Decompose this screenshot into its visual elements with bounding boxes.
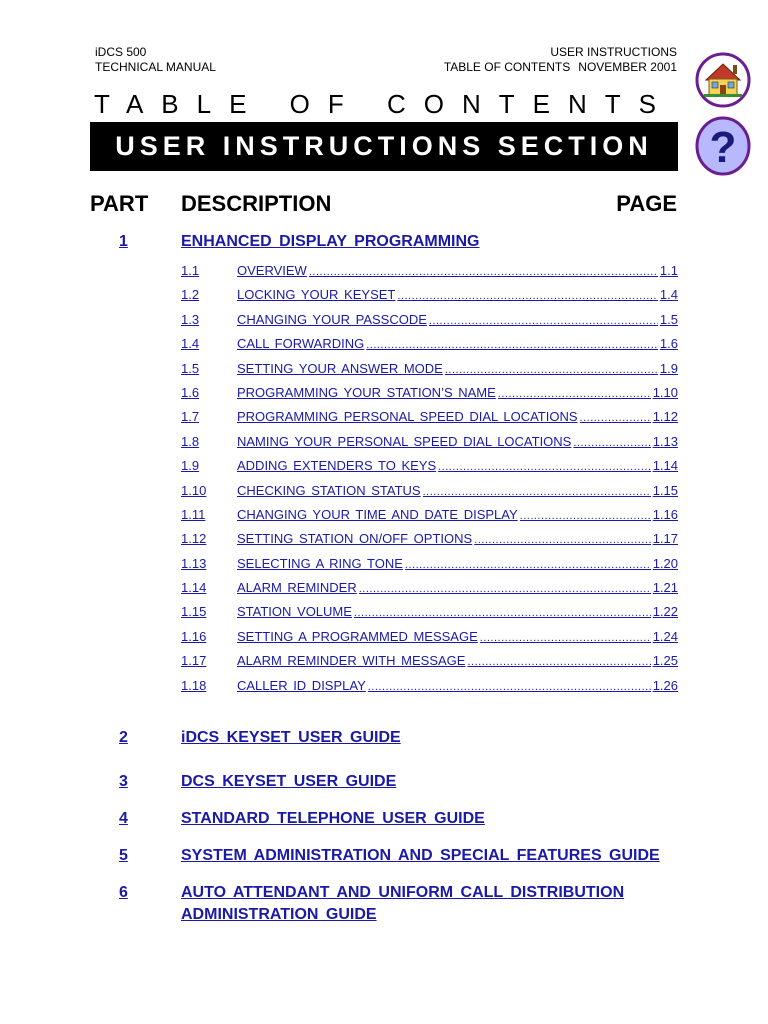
toc-entry-number[interactable]: 1.17 <box>181 653 207 669</box>
part-number-link[interactable]: 5 <box>119 847 128 864</box>
toc-entry <box>181 262 678 286</box>
toc-entry <box>181 457 678 481</box>
dot-leader <box>397 287 658 305</box>
section-name: USER INSTRUCTIONS <box>550 45 677 59</box>
toc-entry-number[interactable]: 1.13 <box>181 555 207 571</box>
dot-leader <box>573 434 650 452</box>
header-left <box>95 45 216 75</box>
toc-entry <box>181 311 678 335</box>
dot-leader <box>354 604 651 622</box>
toc-entry-page: 1.21 <box>652 580 678 596</box>
doc-date: NOVEMBER 2001 <box>578 60 677 74</box>
toc-entry-link[interactable] <box>237 311 678 330</box>
toc-entry-page: 1.13 <box>652 433 678 449</box>
toc-entry-number[interactable]: 1.8 <box>181 433 200 449</box>
toc-entry-link[interactable] <box>237 384 678 403</box>
column-header-description: DESCRIPTION <box>181 191 332 216</box>
dot-leader <box>366 336 658 354</box>
toc-entry-number[interactable]: 1.14 <box>181 580 207 596</box>
toc-entry-page: 1.9 <box>659 360 678 376</box>
toc-entry-link[interactable] <box>237 286 678 305</box>
toc-entry-number[interactable]: 1.3 <box>181 311 200 327</box>
toc-entry <box>181 579 678 603</box>
dot-leader <box>438 458 651 476</box>
toc-entry-link[interactable] <box>237 628 678 647</box>
dot-leader <box>467 653 650 671</box>
toc-entry-label: SETTING STATION ON/OFF OPTIONS <box>237 531 473 547</box>
toc-entry-page: 1.5 <box>659 311 678 327</box>
toc-entry-number[interactable]: 1.12 <box>181 531 207 547</box>
manual-name: TECHNICAL MANUAL <box>95 60 216 74</box>
toc-entry-link[interactable] <box>237 433 678 452</box>
column-header-part: PART <box>90 191 149 216</box>
toc-entry-number[interactable]: 1.2 <box>181 287 200 303</box>
toc-entry <box>181 530 678 554</box>
toc-entry-link[interactable] <box>237 360 678 379</box>
help-button[interactable] <box>695 116 751 176</box>
toc-entry-label: ADDING EXTENDERS TO KEYS <box>237 458 437 474</box>
help-icon <box>695 116 751 176</box>
toc-entry-page: 1.4 <box>659 287 678 303</box>
toc-entry <box>181 482 678 506</box>
toc-entry-page: 1.22 <box>652 604 678 620</box>
toc-entry-number[interactable]: 1.15 <box>181 604 207 620</box>
toc-entry <box>181 603 678 627</box>
toc-entry-number[interactable]: 1.7 <box>181 409 200 425</box>
part-title-link[interactable]: DCS KEYSET USER GUIDE <box>181 773 397 790</box>
dot-leader <box>429 312 658 330</box>
dot-leader <box>480 629 651 647</box>
toc-entry-page: 1.26 <box>652 677 678 693</box>
section-banner: USER INSTRUCTIONS SECTION <box>90 122 678 171</box>
page-title: TABLE OF CONTENTS <box>94 89 674 119</box>
part-number-link[interactable]: 3 <box>119 773 128 790</box>
toc-entry-number[interactable]: 1.6 <box>181 384 200 400</box>
part-title-link[interactable]: ENHANCED DISPLAY PROGRAMMING <box>181 233 480 250</box>
part-number-link[interactable]: 2 <box>119 729 128 746</box>
svg-text:?: ? <box>709 123 737 172</box>
part-1-entries <box>181 262 678 701</box>
toc-entry-number[interactable]: 1.5 <box>181 360 200 376</box>
toc-entry-link[interactable] <box>237 603 678 622</box>
toc-entry-page: 1.24 <box>652 628 678 644</box>
toc-entry-number[interactable]: 1.16 <box>181 628 207 644</box>
toc-entry-page: 1.17 <box>652 531 678 547</box>
dot-leader <box>405 556 651 574</box>
toc-entry <box>181 286 678 310</box>
toc-entry-link[interactable] <box>237 555 678 574</box>
toc-entry-number[interactable]: 1.1 <box>181 263 200 278</box>
part-title-link[interactable]: AUTO ATTENDANT AND UNIFORM CALL DISTRIBUTION ADMINISTRATION GUIDE <box>181 884 625 923</box>
part-title-link[interactable]: iDCS KEYSET USER GUIDE <box>181 729 401 746</box>
part-number-link[interactable]: 1 <box>119 233 128 250</box>
toc-entry <box>181 628 678 652</box>
toc-entry-label: ALARM REMINDER <box>237 580 357 596</box>
dot-leader <box>445 361 658 379</box>
toc-entry-label: OVERVIEW <box>237 263 307 278</box>
toc-entry-page: 1.16 <box>652 506 678 522</box>
toc-entry-label: PROGRAMMING PERSONAL SPEED DIAL LOCATIONS <box>237 409 578 425</box>
toc-entry-label: STATION VOLUME <box>237 604 352 620</box>
dot-leader <box>359 580 651 598</box>
toc-entry-label: NAMING YOUR PERSONAL SPEED DIAL LOCATIONS <box>237 433 572 449</box>
part-title-link[interactable]: STANDARD TELEPHONE USER GUIDE <box>181 810 485 827</box>
toc-entry-link[interactable] <box>237 262 678 281</box>
part-number-link[interactable]: 4 <box>119 810 128 827</box>
toc-entry <box>181 506 678 530</box>
dot-leader <box>474 531 650 549</box>
toc-entry-label: CHECKING STATION STATUS <box>237 482 421 498</box>
toc-entry-page: 1.15 <box>652 482 678 498</box>
toc-entry-page: 1.10 <box>652 384 678 400</box>
dot-leader <box>520 507 651 525</box>
toc-entry-page: 1.20 <box>652 555 678 571</box>
toc-entry-label: SELECTING A RING TONE <box>237 555 403 571</box>
toc-entry-page: 1.25 <box>652 653 678 669</box>
toc-entry <box>181 433 678 457</box>
part-title-link[interactable]: SYSTEM ADMINISTRATION AND SPECIAL FEATURES GUIDE <box>181 847 660 864</box>
toc-entry-page: 1.12 <box>652 409 678 425</box>
toc-entry-link[interactable] <box>237 530 678 549</box>
toc-entry-page: 1.6 <box>659 336 678 352</box>
toc-entry-link[interactable] <box>237 652 678 671</box>
toc-entry-number[interactable]: 1.4 <box>181 336 200 352</box>
toc-entry <box>181 335 678 359</box>
toc-entry-label: CHANGING YOUR PASSCODE <box>237 311 427 327</box>
part-number-link[interactable]: 6 <box>119 884 128 901</box>
toc-entry <box>181 555 678 579</box>
toc-entry <box>181 652 678 676</box>
toc-entry-number[interactable]: 1.18 <box>181 677 207 693</box>
toc-entry-link[interactable] <box>237 506 678 525</box>
toc-entry-link[interactable] <box>237 482 678 501</box>
toc-entry-page: 1.1 <box>659 263 678 278</box>
dot-leader <box>498 385 651 403</box>
header-doc-line <box>444 60 677 75</box>
column-header-page: PAGE <box>616 191 677 216</box>
toc-entry-page: 1.14 <box>652 458 678 474</box>
toc-entry-link[interactable] <box>237 457 678 476</box>
toc-entry-label: CALLER ID DISPLAY <box>237 677 366 693</box>
toc-entry <box>181 408 678 432</box>
toc-entry-label: CHANGING YOUR TIME AND DATE DISPLAY <box>237 506 518 522</box>
toc-entry-number[interactable]: 1.9 <box>181 458 200 474</box>
toc-entry <box>181 677 678 701</box>
toc-entry <box>181 360 678 384</box>
toc-entry-number[interactable]: 1.11 <box>181 506 206 522</box>
toc-entry-label: ALARM REMINDER WITH MESSAGE <box>237 653 466 669</box>
toc-entry-label: SETTING YOUR ANSWER MODE <box>237 360 443 376</box>
home-button[interactable] <box>695 52 751 108</box>
product-name: iDCS 500 <box>95 45 147 59</box>
toc-entry-number[interactable]: 1.10 <box>181 482 207 498</box>
toc-entry-label: SETTING A PROGRAMMED MESSAGE <box>237 628 478 644</box>
toc-entry-label: LOCKING YOUR KEYSET <box>237 287 396 303</box>
toc-entry-label: CALL FORWARDING <box>237 336 365 352</box>
toc-entry-link[interactable] <box>237 677 678 696</box>
dot-leader <box>309 263 658 281</box>
toc-entry-link[interactable] <box>237 408 678 427</box>
home-icon <box>695 52 751 108</box>
toc-entry-label: PROGRAMMING YOUR STATION’S NAME <box>237 384 496 400</box>
doc-part: TABLE OF CONTENTS <box>443 60 571 74</box>
header-right <box>444 45 677 75</box>
dot-leader <box>368 678 651 696</box>
dot-leader <box>580 409 651 427</box>
toc-entry <box>181 384 678 408</box>
toc-entry-link[interactable] <box>237 579 678 598</box>
toc-entry-link[interactable] <box>237 335 678 354</box>
dot-leader <box>423 483 651 501</box>
